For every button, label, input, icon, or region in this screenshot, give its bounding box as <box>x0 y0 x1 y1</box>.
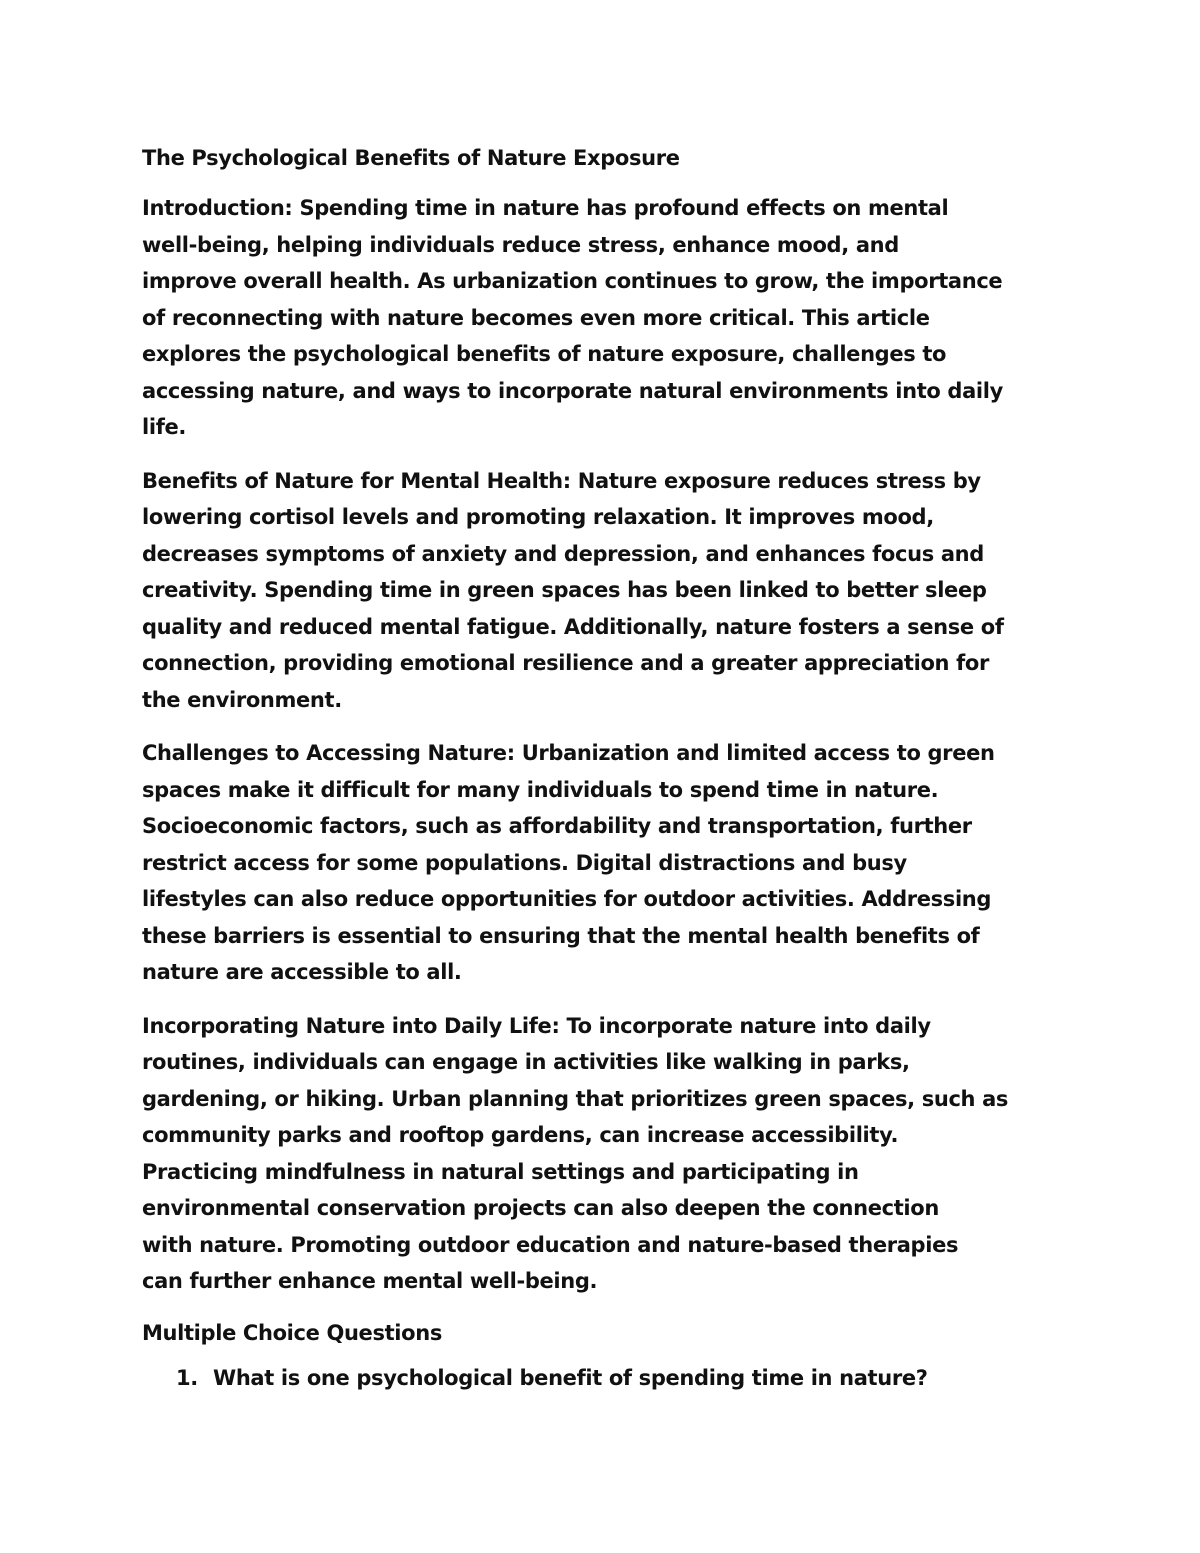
paragraph-line: well-being, helping individuals reduce stress, enhance mood, and <box>142 232 899 257</box>
paragraph-line: decreases symptoms of anxiety and depression, and enhances focus and <box>142 541 984 566</box>
paragraph-line: quality and reduced mental fatigue. Additionally, nature fosters a sense of <box>142 614 1004 639</box>
paragraph-line: routines, individuals can engage in activities like walking in parks, <box>142 1050 910 1074</box>
paragraph-line: connection, providing emotional resilience and a greater appreciation for <box>142 651 989 675</box>
paragraph-line: life. <box>142 415 187 439</box>
paragraph-line: Incorporating Nature into Daily Life: To incorporate nature into daily <box>142 1013 931 1038</box>
question-number: 1. <box>176 1365 198 1390</box>
paragraph-benefits <box>142 463 1077 719</box>
paragraph-introduction <box>142 190 1077 446</box>
paragraph-line: Socioeconomic factors, such as affordability and transportation, further <box>142 814 972 838</box>
paragraph-line: Challenges to Accessing Nature: Urbanization and limited access to green <box>142 741 995 765</box>
question-text: What is one psychological benefit of spending time in nature? <box>213 1365 928 1390</box>
paragraph-line: spaces make it difficult for many individuals to spend time in nature. <box>142 777 939 802</box>
paragraph-line: creativity. Spending time in green spaces has been linked to better sleep <box>142 578 987 602</box>
paragraph-line: accessing nature, and ways to incorporate natural environments into daily <box>142 378 1003 403</box>
paragraph-line: nature are accessible to all. <box>142 960 462 984</box>
paragraph-line: environmental conservation projects can also deepen the connection <box>142 1196 939 1220</box>
paragraph-line: Benefits of Nature for Mental Health: Nature exposure reduces stress by <box>142 468 981 493</box>
paragraph-line: Practicing mindfulness in natural settings and participating in <box>142 1159 859 1184</box>
question-item <box>142 1362 1077 1394</box>
paragraph-line: explores the psychological benefits of nature exposure, challenges to <box>142 342 947 366</box>
paragraph-line: the environment. <box>142 687 342 712</box>
question-list <box>142 1362 1077 1394</box>
paragraph-incorporating <box>142 1008 1077 1300</box>
paragraph-line: can further enhance mental well-being. <box>142 1269 598 1293</box>
paragraph-line: these barriers is essential to ensuring that the mental health benefits of <box>142 923 980 948</box>
paragraph-line: lowering cortisol levels and promoting relaxation. It improves mood, <box>142 505 934 529</box>
paragraph-line: of reconnecting with nature becomes even more critical. This article <box>142 305 930 330</box>
document-title: The Psychological Benefits of Nature Exposure <box>142 146 680 170</box>
paragraph-line: restrict access for some populations. Digital distractions and busy <box>142 850 907 875</box>
paragraph-line: gardening, or hiking. Urban planning that prioritizes green spaces, such as <box>142 1086 1009 1111</box>
paragraph-line: community parks and rooftop gardens, can increase accessibility. <box>142 1123 899 1147</box>
paragraph-line: improve overall health. As urbanization continues to grow, the importance <box>142 269 1003 293</box>
questions-heading: Multiple Choice Questions <box>142 1320 442 1345</box>
paragraph-line: lifestyles can also reduce opportunities for outdoor activities. Addressing <box>142 887 992 911</box>
paragraph-line: with nature. Promoting outdoor education and nature-based therapies <box>142 1232 959 1257</box>
paragraph-line: Introduction: Spending time in nature has profound effects on mental <box>142 196 949 220</box>
document-content <box>142 143 1077 1394</box>
paragraph-challenges <box>142 735 1077 991</box>
